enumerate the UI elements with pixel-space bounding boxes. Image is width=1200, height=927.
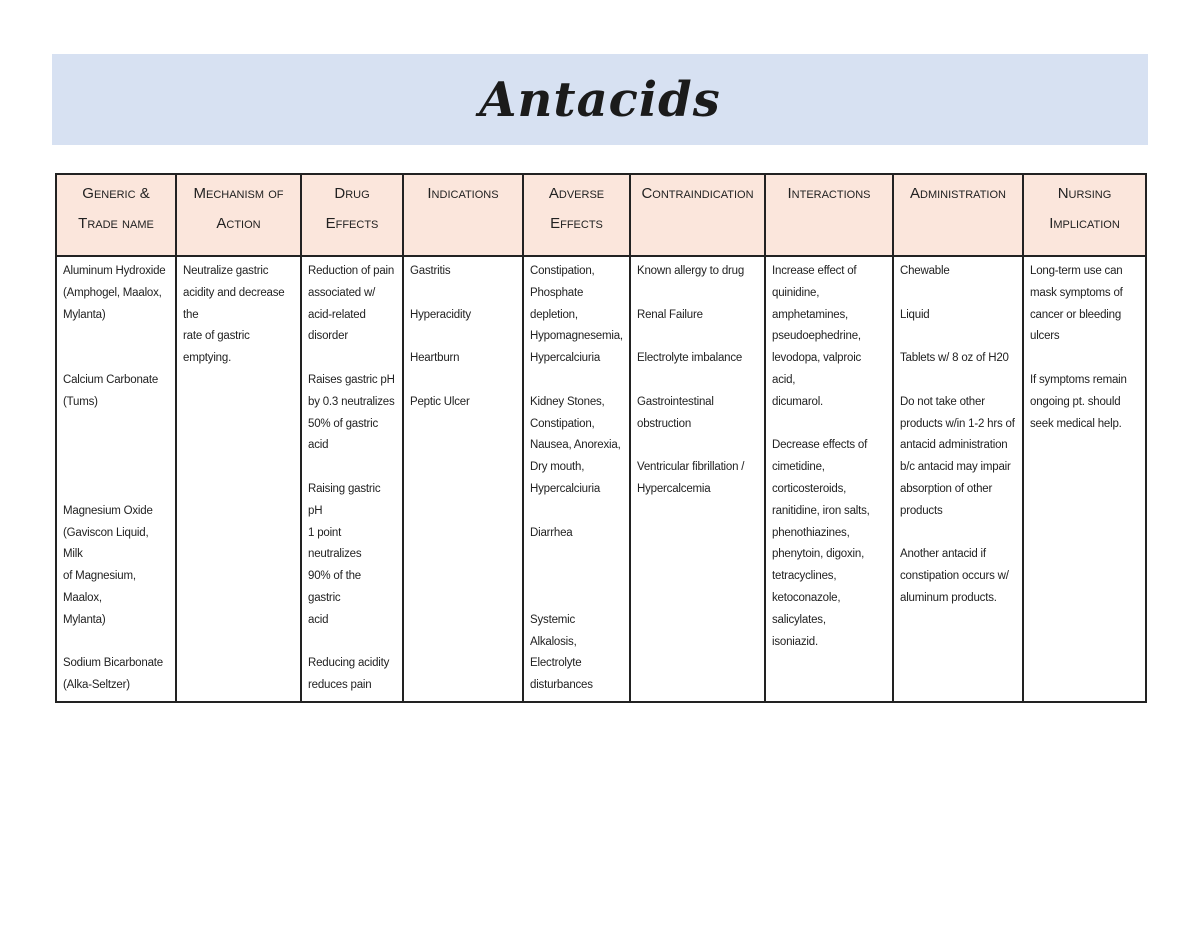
cell-text-line: Increase effect of xyxy=(772,265,857,277)
cell-text-line: cancer or bleeding xyxy=(1030,308,1122,321)
cell-text-line xyxy=(308,348,396,370)
cell-text-line: ranitidine, iron salts, xyxy=(772,504,870,517)
cell-text-line: by 0.3 neutralizes xyxy=(308,395,395,408)
table-row xyxy=(56,256,1146,702)
cell-text-line: Heartburn xyxy=(410,352,460,365)
cell-text-line xyxy=(410,370,516,392)
cell-text-line xyxy=(63,479,169,501)
cell-text-line: emptying. xyxy=(183,352,232,365)
cell-text-line: pseudoephedrine, xyxy=(772,330,861,343)
cell-text-line: associated w/ xyxy=(308,286,376,299)
cell-text-line: of Magnesium, Maalox, xyxy=(63,570,136,604)
cell-text-line: Tablets w/ 8 oz of H20 xyxy=(900,352,1009,365)
cell-text-line: seek medical help. xyxy=(1030,417,1122,430)
cell-text-line: Do not take other xyxy=(900,395,985,408)
cell-text-line: 1 point neutralizes xyxy=(308,526,362,561)
cell-text-line: Hypercalciuria xyxy=(530,352,601,365)
cell-text-line: ongoing pt. should xyxy=(1030,395,1121,408)
cell-text-line xyxy=(530,588,623,610)
cell-text-line: rate of gastric xyxy=(183,330,250,343)
cell-text-line: Kidney Stones, xyxy=(530,395,605,408)
cell-text-line: reduces pain xyxy=(308,679,372,692)
column-header: Generic & Trade name xyxy=(56,174,176,256)
cell-text-line: Mylanta) xyxy=(63,308,106,321)
cell-text-line: Aluminum Hydroxide xyxy=(63,265,166,277)
cell-text-line: Hyperacidity xyxy=(410,308,471,321)
cell-text-line xyxy=(772,414,886,436)
cell-text-line: Systemic Alkalosis, xyxy=(530,613,577,648)
cell-text-line: acidity and decrease the xyxy=(183,286,285,321)
cell-text-line xyxy=(900,370,1016,392)
mechanism-cell xyxy=(176,256,301,702)
cell-text-line: Decrease effects of xyxy=(772,439,868,452)
cell-text-line: phenothiazines, xyxy=(772,526,850,539)
cell-text-line: products w/in 1-2 hrs of xyxy=(900,417,1015,430)
cell-text-line xyxy=(530,544,623,566)
cell-text-line: Another antacid if xyxy=(900,548,986,561)
column-header: Drug Effects xyxy=(301,174,403,256)
nursing-implication-cell xyxy=(1023,256,1146,702)
cell-text-line: (Alka-Seltzer) xyxy=(63,679,130,692)
cell-text-line xyxy=(410,326,516,348)
cell-text-line: Reducing acidity xyxy=(308,657,390,670)
cell-text-line xyxy=(308,457,396,479)
cell-text-line xyxy=(308,632,396,654)
cell-text-line xyxy=(1030,348,1139,370)
cell-text-line: Hypomagnesemia, xyxy=(530,330,623,343)
cell-text-line: quinidine, amphetamines, xyxy=(772,286,849,321)
cell-text-line: Constipation, xyxy=(530,265,595,277)
adverse-effects-cell xyxy=(523,256,630,702)
indications-cell xyxy=(403,256,523,702)
cell-text-line: products xyxy=(900,504,943,517)
title-banner xyxy=(52,54,1148,145)
cell-text-line: ulcers xyxy=(1030,330,1060,343)
cell-text-line: mask symptoms of xyxy=(1030,286,1123,299)
column-header: Indications xyxy=(403,174,523,256)
cell-text-line: obstruction xyxy=(637,417,692,430)
cell-text-line: acid xyxy=(308,439,329,452)
cell-text-line: Raising gastric pH xyxy=(308,482,381,517)
cell-text-line: levodopa, valproic acid, xyxy=(772,352,862,386)
cell-text-line: Calcium Carbonate xyxy=(63,373,159,386)
cell-text-line xyxy=(530,370,623,392)
generic-trade-name-cell xyxy=(56,256,176,702)
cell-text-line: Electrolyte imbalance xyxy=(637,352,743,365)
cell-text-line xyxy=(530,566,623,588)
administration-cell xyxy=(893,256,1023,702)
cell-text-line: Renal Failure xyxy=(637,308,703,321)
cell-text-line: Electrolyte xyxy=(530,657,582,670)
column-header: Nursing Implication xyxy=(1023,174,1146,256)
cell-text-line: Neutralize gastric xyxy=(183,265,269,277)
column-header: Adverse Effects xyxy=(523,174,630,256)
cell-text-line: (Tums) xyxy=(63,395,98,408)
contraindication-cell xyxy=(630,256,765,702)
cell-text-line: Dry mouth, xyxy=(530,461,585,474)
column-header: Administration xyxy=(893,174,1023,256)
cell-text-line: absorption of other xyxy=(900,482,993,495)
cell-text-line: disorder xyxy=(308,330,348,343)
cell-text-line: acid-related xyxy=(308,308,366,321)
cell-text-line: Nausea, Anorexia, xyxy=(530,439,621,452)
cell-text-line: dicumarol. xyxy=(772,395,824,408)
cell-text-line: Gastritis xyxy=(410,265,451,277)
cell-text-line: Peptic Ulcer xyxy=(410,395,470,408)
cell-text-line: Raises gastric pH xyxy=(308,373,395,386)
cell-text-line xyxy=(637,435,758,457)
cell-text-line: (Amphogel, Maalox, xyxy=(63,286,162,299)
cell-text-line: Magnesium Oxide xyxy=(63,504,153,517)
cell-text-line: Long-term use can xyxy=(1030,265,1123,277)
cell-text-line: (Gaviscon Liquid, Milk xyxy=(63,526,149,561)
cell-text-line: Sodium Bicarbonate xyxy=(63,657,163,670)
cell-text-line xyxy=(900,523,1016,545)
cell-text-line xyxy=(63,632,169,654)
cell-text-line: Phosphate depletion, xyxy=(530,286,584,321)
cell-text-line: Constipation, xyxy=(530,417,595,430)
cell-text-line xyxy=(63,457,169,479)
column-header: Interactions xyxy=(765,174,893,256)
cell-text-line: Hypercalciuria xyxy=(530,482,601,495)
cell-text-line: Hypercalcemia xyxy=(637,482,711,495)
cell-text-line: Ventricular fibrillation / xyxy=(637,461,745,474)
column-header: Contraindication xyxy=(630,174,765,256)
drug-effects-cell xyxy=(301,256,403,702)
cell-text-line: aluminum products. xyxy=(900,591,997,604)
cell-text-line: cimetidine, xyxy=(772,461,825,474)
cell-text-line xyxy=(63,348,169,370)
cell-text-line: corticosteroids, xyxy=(772,482,847,495)
cell-text-line xyxy=(63,326,169,348)
table-header-row xyxy=(56,174,1146,256)
cell-text-line: isoniazid. xyxy=(772,635,818,648)
cell-text-line xyxy=(637,326,758,348)
cell-text-line: ketoconazole, salicylates, xyxy=(772,591,841,626)
cell-text-line: disturbances xyxy=(530,679,593,692)
cell-text-line: phenytoin, digoxin, xyxy=(772,548,865,561)
cell-text-line xyxy=(410,283,516,305)
cell-text-line: 90% of the gastric xyxy=(308,570,361,604)
cell-text-line: Gastrointestinal xyxy=(637,395,714,408)
cell-text-line xyxy=(530,501,623,523)
cell-text-line: 50% of gastric xyxy=(308,417,379,430)
cell-text-line: Diarrhea xyxy=(530,526,573,539)
page-title: Antacids xyxy=(479,71,721,128)
cell-text-line xyxy=(637,283,758,305)
cell-text-line xyxy=(900,326,1016,348)
cell-text-line: acid xyxy=(308,613,329,626)
cell-text-line xyxy=(637,370,758,392)
cell-text-line: tetracyclines, xyxy=(772,570,837,583)
cell-text-line: Liquid xyxy=(900,308,930,321)
cell-text-line: Known allergy to drug xyxy=(637,265,745,277)
column-header: Mechanism of Action xyxy=(176,174,301,256)
drug-table xyxy=(55,173,1147,703)
cell-text-line: Chewable xyxy=(900,265,950,277)
cell-text-line xyxy=(900,283,1016,305)
cell-text-line: b/c antacid may impair xyxy=(900,461,1011,474)
cell-text-line: constipation occurs w/ xyxy=(900,570,1009,583)
cell-text-line: antacid administration xyxy=(900,439,1008,452)
cell-text-line: Mylanta) xyxy=(63,613,106,626)
cell-text-line: If symptoms remain xyxy=(1030,373,1127,386)
interactions-cell xyxy=(765,256,893,702)
cell-text-line xyxy=(63,414,169,436)
cell-text-line xyxy=(63,435,169,457)
cell-text-line: Reduction of pain xyxy=(308,265,395,277)
